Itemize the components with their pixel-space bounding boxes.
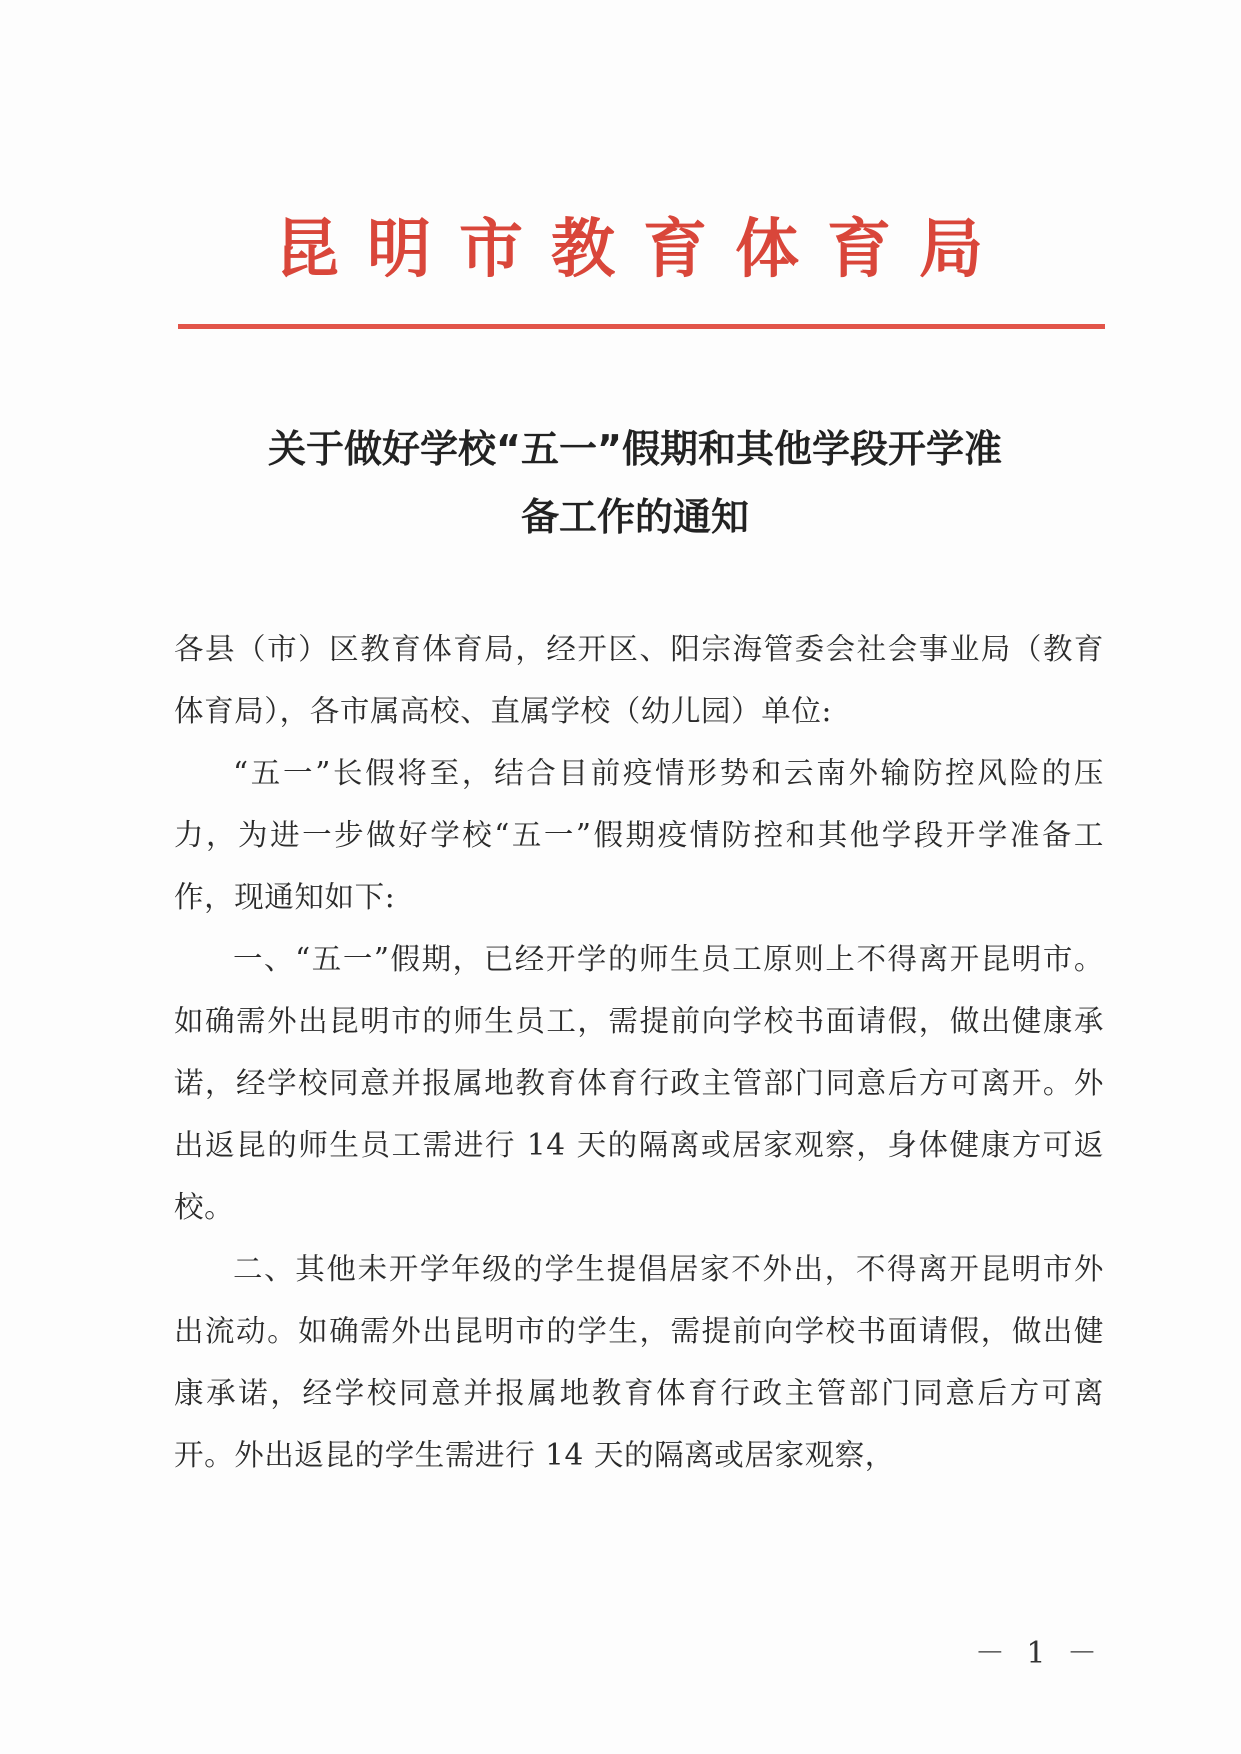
title-line-1: 关于做好学校“五一”假期和其他学段开学准 xyxy=(268,427,1002,471)
recipients-paragraph: 各县（市）区教育体育局，经开区、阳宗海管委会社会事业局（教育体育局），各市属高校、直属学校（幼儿园）单位: xyxy=(174,632,1104,728)
red-header-rule xyxy=(178,324,1105,329)
document-body xyxy=(174,618,1104,1486)
section-two-paragraph: 二、其他未开学年级的学生提倡居家不外出，不得离开昆明市外出流动。如确需外出昆明市的学生，需提前向学校书面请假，做出健康承诺，经学校同意并报属地教育体育行政主管部门同意后方可离开。外出返昆的学生需进行 14 天的隔离或居家观察， xyxy=(174,1252,1104,1472)
issuing-authority-masthead: 昆明市教育体育局 xyxy=(275,212,1011,287)
document-title xyxy=(170,415,1100,551)
section-one-paragraph: 一、“五一”假期，已经开学的师生员工原则上不得离开昆明市。如确需外出昆明市的师生员工，需提前向学校书面请假，做出健康承诺，经学校同意并报属地教育体育行政主管部门同意后方可离开。外出返昆的师生员工需进行 14 天的隔离或居家观察，身体健康方可返校。 xyxy=(174,942,1104,1224)
intro-paragraph: “五一”长假将至，结合目前疫情形势和云南外输防控风险的压力，为进一步做好学校“五一”假期疫情防控和其他学段开学准备工作，现通知如下: xyxy=(174,756,1104,914)
page-number: － 1 － xyxy=(974,1636,1103,1671)
title-line-2: 备工作的通知 xyxy=(520,495,749,539)
